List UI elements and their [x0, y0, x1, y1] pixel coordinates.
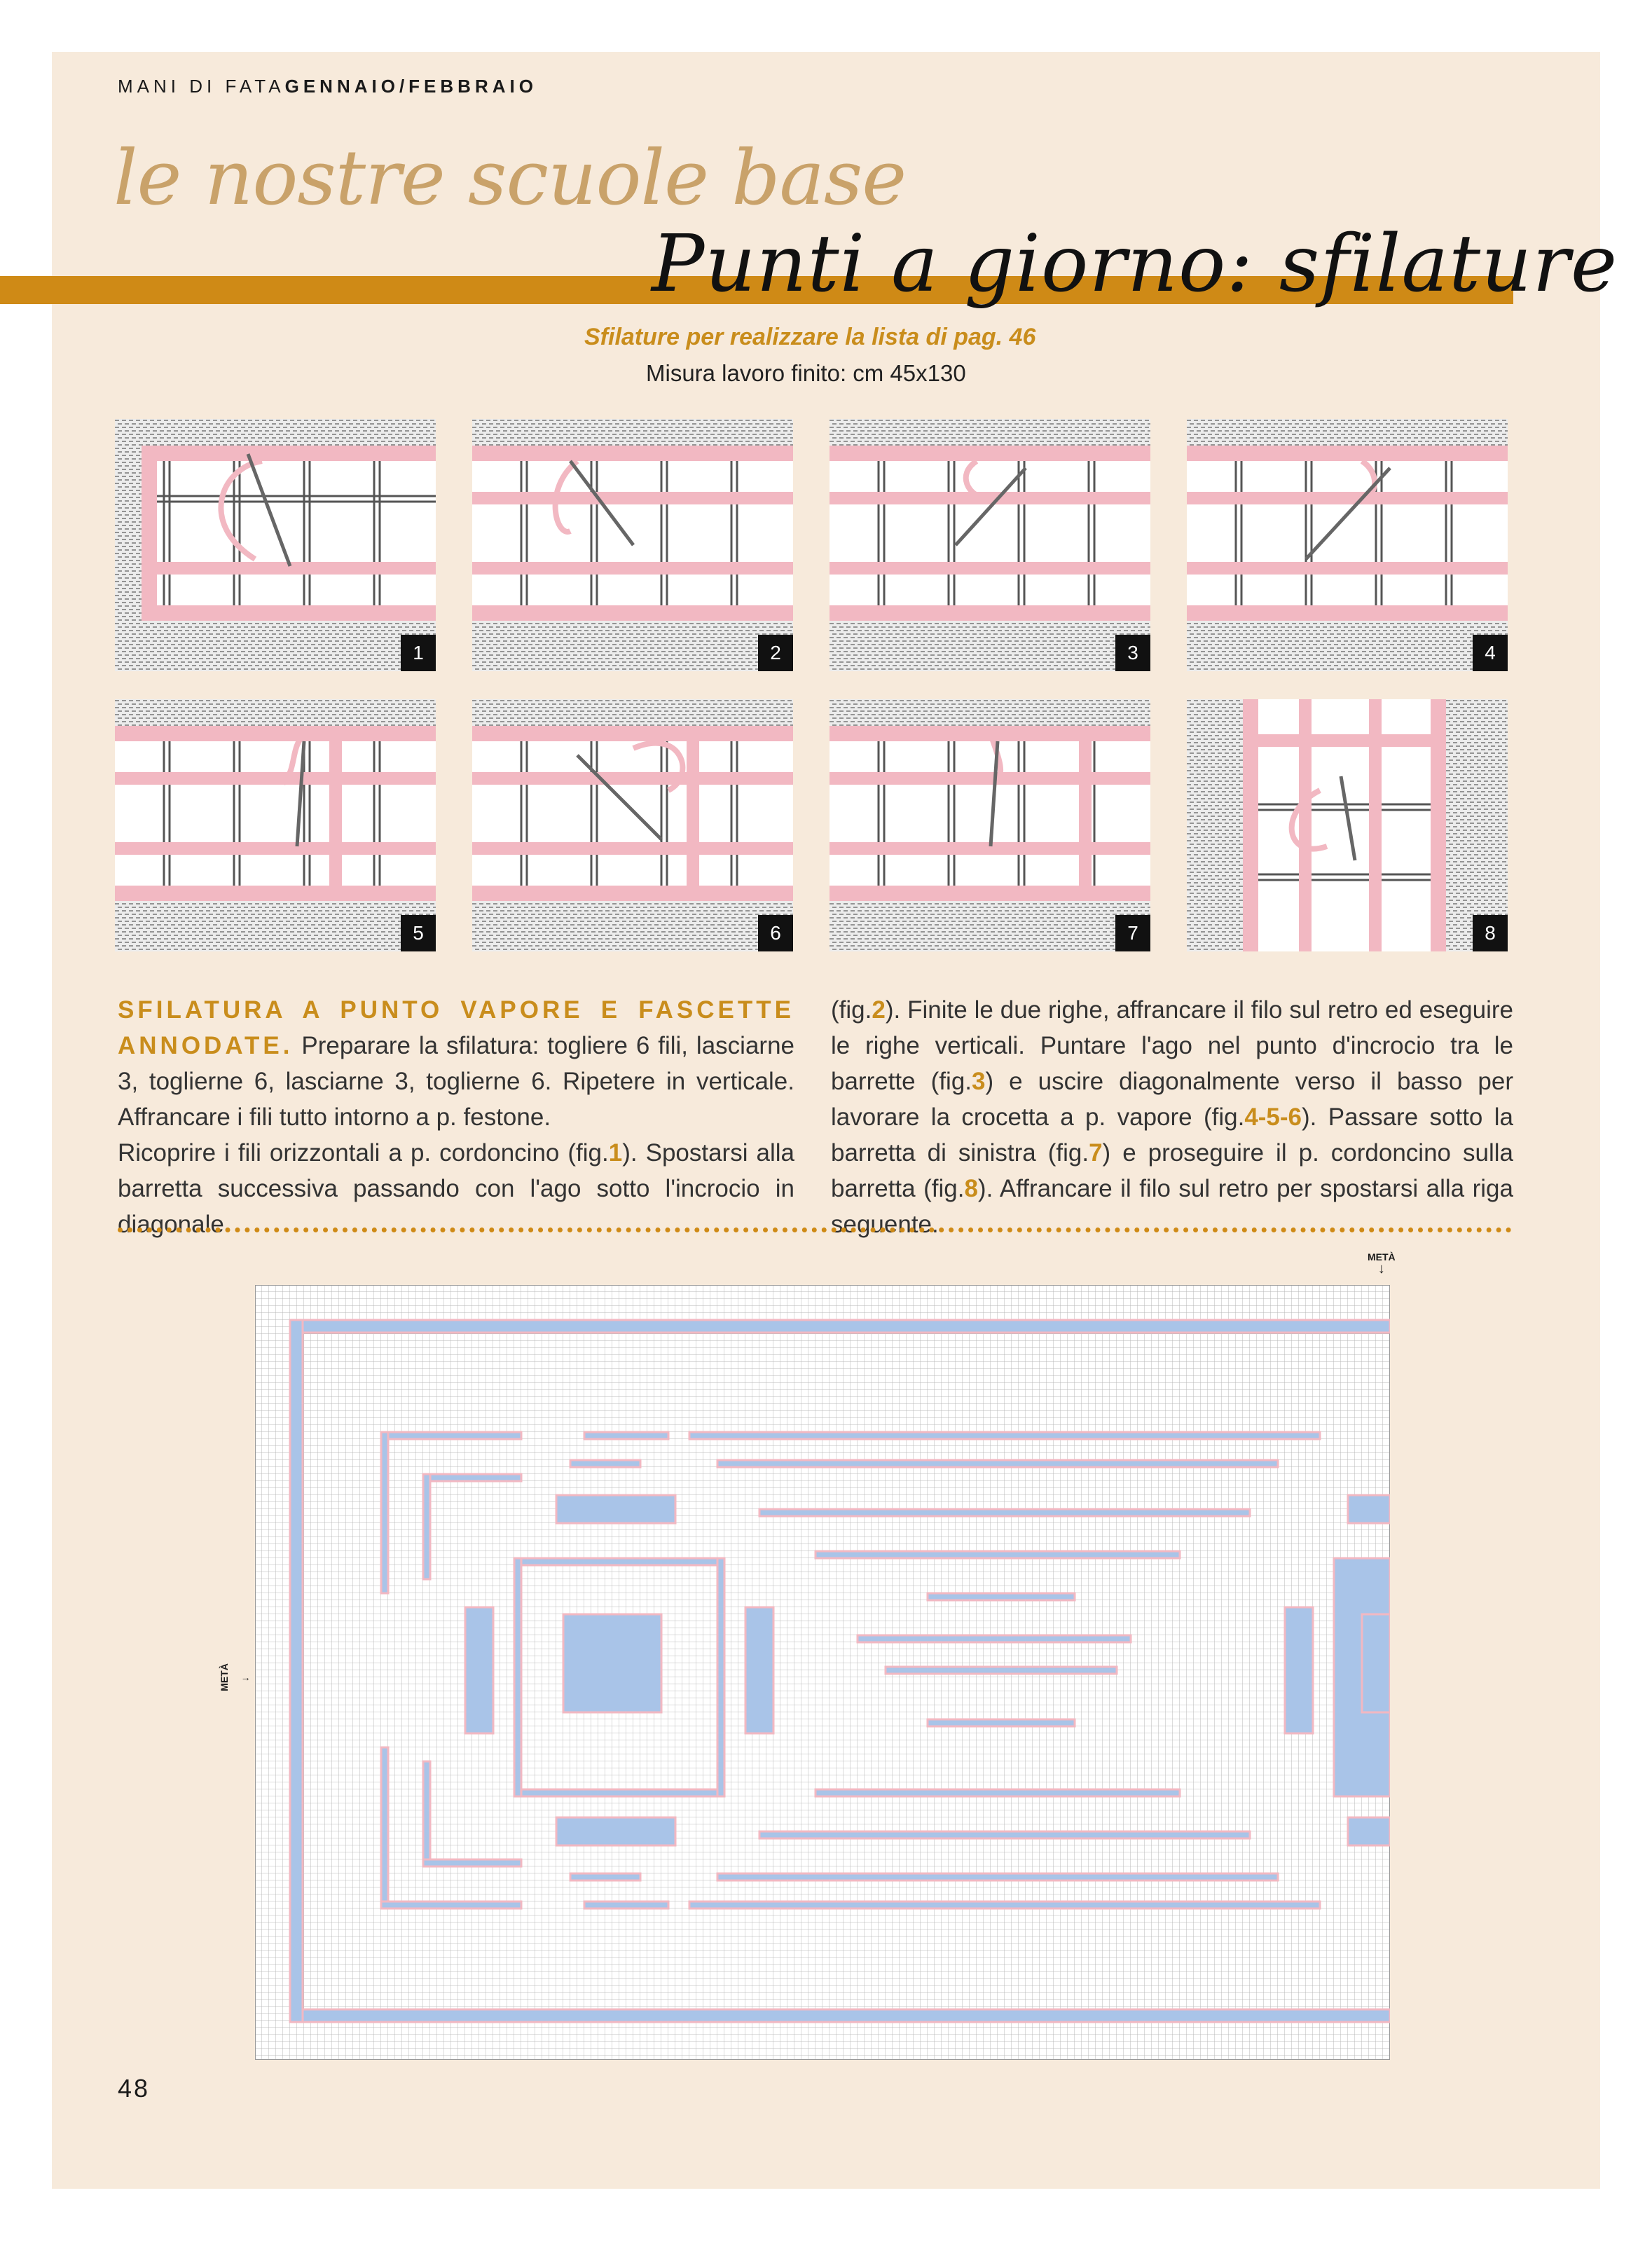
center-marker-top — [1368, 1251, 1396, 1275]
embroidery-chart — [255, 1285, 1390, 2060]
instructions-right-column — [831, 992, 1513, 1242]
figure-number: 4 — [1473, 635, 1508, 671]
subtitle: Sfilature per realizzare la lista di pag. 46 — [584, 324, 1036, 350]
figure-4-illustration — [1187, 419, 1508, 671]
figure-number: 8 — [1473, 915, 1508, 951]
instructions-paragraph-3d: ). Passare sotto la barretta di sinistra (fig. — [831, 1103, 1513, 1167]
section-heading: SFILATURA A PUNTO VAPORE E FASCETTE ANNODATE. — [118, 996, 794, 1059]
instructions-paragraph-3a: (fig. — [831, 996, 872, 1024]
center-marker-left — [210, 1663, 251, 1691]
figure-7-illustration — [830, 699, 1150, 951]
figure-7 — [830, 699, 1150, 951]
issue-label: GENNAIO/FEBBRAIO — [284, 76, 537, 97]
series-title: le nostre scuole base — [113, 135, 907, 222]
instructions-left-column — [118, 992, 794, 1242]
figure-2 — [472, 419, 793, 671]
instructions-paragraph-3f: ). Affrancare il filo sul retro per spostarsi alla riga seguente. — [831, 1175, 1513, 1238]
figure-number: 6 — [758, 915, 793, 951]
figure-3-illustration — [830, 419, 1150, 671]
figure-3 — [830, 419, 1150, 671]
figure-ref: 1 — [608, 1139, 623, 1167]
figure-ref: 7 — [1089, 1139, 1103, 1167]
instructions-paragraph-2a: Ricoprire i fili orizzontali a p. cordoncino (fig. — [118, 1139, 609, 1167]
figure-5-illustration — [115, 699, 436, 951]
figure-number: 2 — [758, 635, 793, 671]
page-number: 48 — [118, 2074, 151, 2103]
figure-8 — [1187, 699, 1508, 951]
figure-number: 1 — [401, 635, 436, 671]
masthead — [118, 76, 537, 97]
instructions-paragraph-1: Preparare la sfilatura: togliere 6 fili, lasciarne 3, toglierne 6, lasciarne 3, toglierne 6. Ripetere in verticale. Affrancare i fili tutto intorno a p. festone. — [118, 1032, 794, 1131]
figure-2-illustration — [472, 419, 793, 671]
figure-1-illustration — [115, 419, 436, 671]
marker-label: METÀ — [218, 1663, 230, 1691]
page-title: Punti a giorno: sfilature — [652, 219, 1618, 310]
figure-8-illustration — [1187, 699, 1508, 951]
dotted-divider — [118, 1227, 1512, 1232]
magazine-name: MANI DI FATA — [118, 76, 285, 97]
figure-6 — [472, 699, 793, 951]
finished-size: Misura lavoro finito: cm 45x130 — [646, 360, 966, 386]
arrow-right-icon: → — [240, 1672, 251, 1683]
figure-number: 7 — [1115, 915, 1150, 951]
figure-ref: 8 — [964, 1175, 978, 1202]
arrow-down-icon: ↓ — [1377, 1261, 1385, 1277]
figure-ref: 4-5-6 — [1244, 1103, 1302, 1131]
figure-number: 5 — [401, 915, 436, 951]
marker-label: METÀ — [1368, 1251, 1396, 1263]
figure-1 — [115, 419, 436, 671]
instructions-paragraph-3e: ) e proseguire il p. cordoncino sulla barretta (fig. — [831, 1139, 1513, 1202]
instructions-paragraph-2b: ). Spostarsi alla barretta successiva passando con l'ago sotto l'incrocio in diagonale — [118, 1139, 794, 1238]
embroidery-chart-grid — [255, 1285, 1390, 2060]
figure-4 — [1187, 419, 1508, 671]
instructions-paragraph-3c: ) e uscire diagonalmente verso il basso per lavorare la crocetta a p. vapore (fig. — [831, 1068, 1513, 1131]
figure-number: 3 — [1115, 635, 1150, 671]
instructions-paragraph-3b: ). Finite le due righe, affrancare il filo sul retro ed eseguire le righe verticali. Puntare l'ago nel punto d'incrocio tra le barrette (fig. — [831, 996, 1513, 1095]
figure-ref: 3 — [972, 1068, 986, 1095]
figure-5 — [115, 699, 436, 951]
figure-ref: 2 — [872, 996, 886, 1024]
figure-6-illustration — [472, 699, 793, 951]
